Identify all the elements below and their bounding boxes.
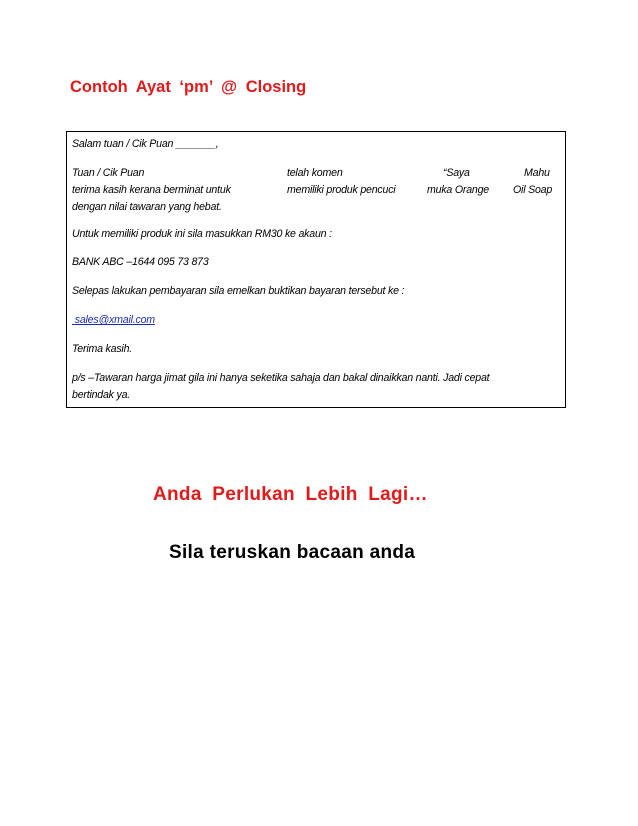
bank-account: BANK ABC –1644 095 73 873 [72,256,209,268]
message-col3-line1: “Saya [443,167,470,179]
email-instruction: Selepas lakukan pembayaran sila emelkan buktikan bayaran tersebut ke : [72,285,405,297]
message-col1-line1: Tuan / Cik Puan [72,167,145,179]
message-col4-line1: Mahu [524,167,550,179]
email-link[interactable]: sales@xmail.com [72,314,155,326]
message-col1-line2: terima kasih kerana berminat untuk [72,184,231,196]
ps-line1: p/s –Tawaran harga jimat gila ini hanya seketika sahaja dan bakal dinaikkan nanti. Jadi cepat [72,372,490,384]
message-col3-line2: muka Orange [427,184,489,196]
payment-instruction: Untuk memiliki produk ini sila masukkan RM30 ke akaun : [72,228,332,240]
thanks-line: Terima kasih. [72,343,133,355]
cta-subtitle: Sila teruskan bacaan anda [169,542,416,563]
greeting-line: Salam tuan / Cik Puan _______, [72,138,219,150]
message-col2-line2: memiliki produk pencuci [287,184,396,196]
message-line3: dengan nilai tawaran yang hebat. [72,201,222,213]
ps-line2: bertindak ya. [72,389,131,401]
message-template-box [66,131,566,408]
cta-title: Anda Perlukan Lebih Lagi… [153,484,428,505]
page-heading: Contoh Ayat ‘pm’ @ Closing [70,78,307,96]
message-col2-line1: telah komen [287,167,343,179]
message-col4-line2: Oil Soap [513,184,553,196]
